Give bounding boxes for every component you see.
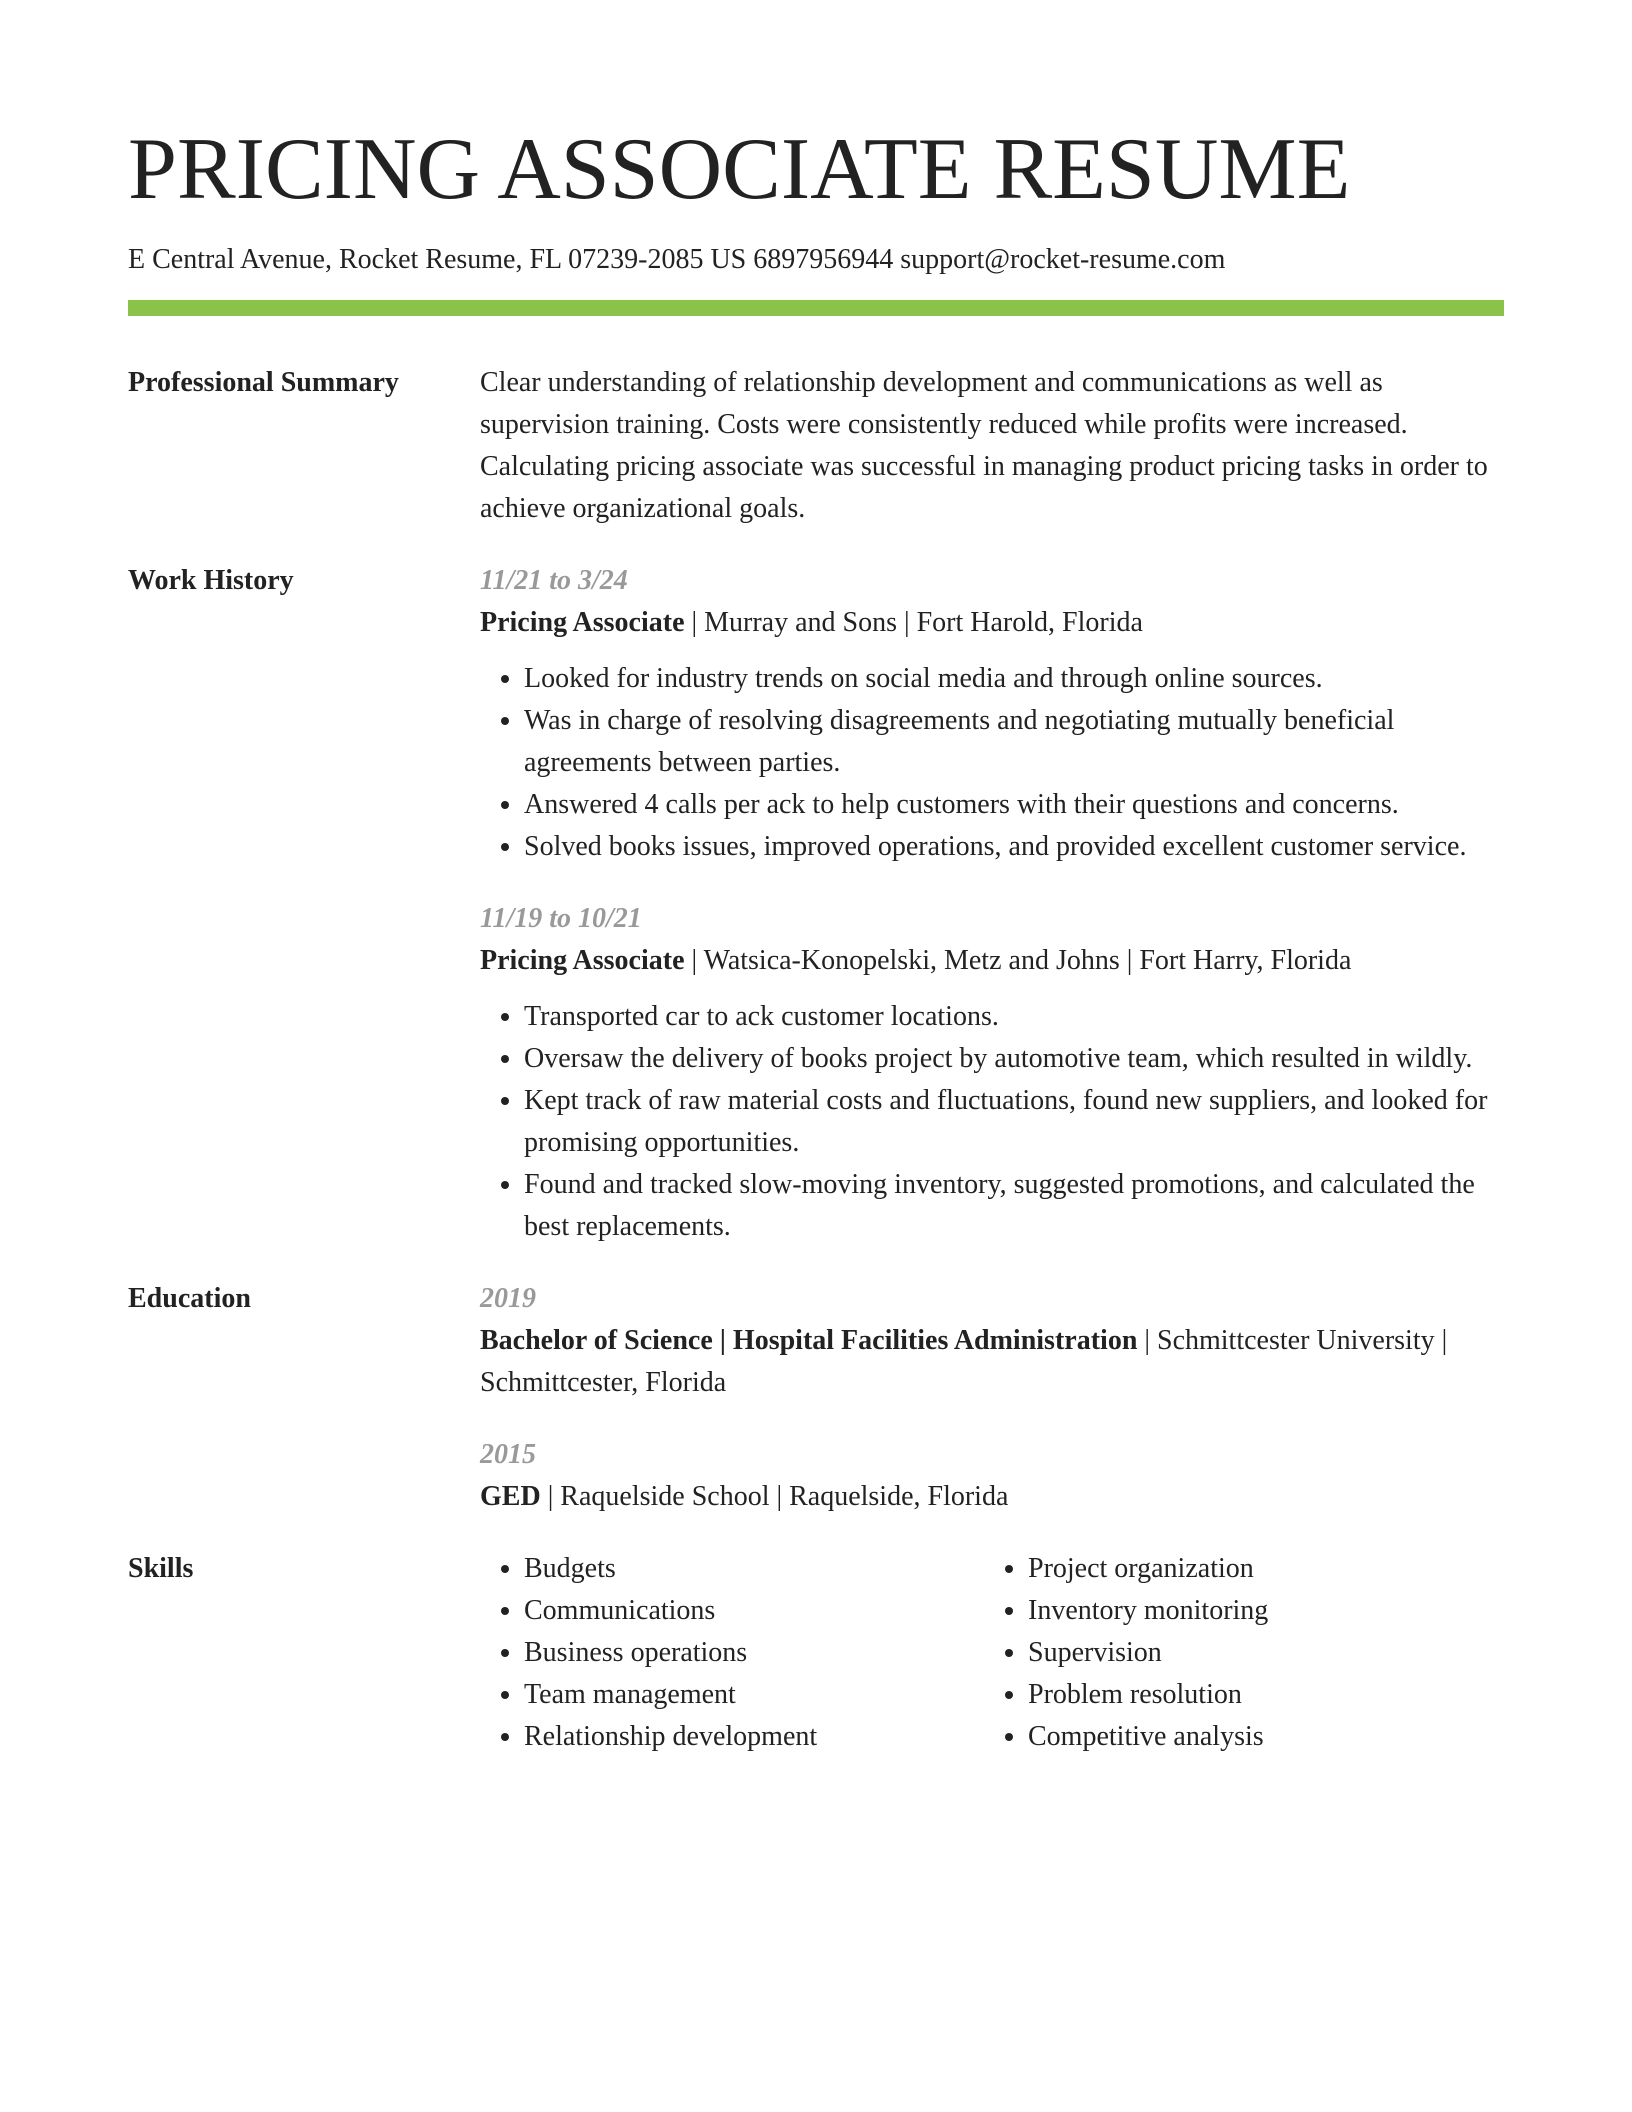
list-item: • Found and tracked slow-moving inventory, suggested promotions, and calculated the best replacements. (524, 1164, 1504, 1248)
list-item: • Kept track of raw material costs and fluctuations, found new suppliers, and looked for promising opportunities. (524, 1080, 1504, 1164)
section-label-education: Education (128, 1283, 251, 1314)
job-role-line (480, 940, 1504, 982)
list-item: • Competitive analysis (1028, 1716, 1528, 1758)
list-item: • Team management (524, 1674, 984, 1716)
education-degree: GED (480, 1481, 541, 1512)
resume-title: PRICING ASSOCIATE RESUME (128, 121, 1351, 218)
list-item: • Looked for industry trends on social media and through online sources. (524, 658, 1504, 700)
list-item: • Oversaw the delivery of books project by automotive team, which resulted in wildly. (524, 1038, 1504, 1080)
skills-section (128, 1548, 1504, 1758)
job-entry (480, 898, 1504, 1248)
education-line (480, 1476, 1504, 1518)
section-label-work: Work History (128, 565, 294, 596)
education-details: | Schmittcester University | Schmittcester, Florida (480, 1325, 1448, 1398)
list-item: • Solved books issues, improved operations, and provided excellent customer service. (524, 826, 1504, 868)
work-history-section (128, 560, 1504, 1278)
education-details: | Raquelside School | Raquelside, Florida (540, 1481, 1009, 1512)
education-entry (480, 1278, 1504, 1404)
education-entry (480, 1434, 1504, 1518)
job-date: 11/19 to 10/21 (480, 903, 642, 934)
list-item: • Problem resolution (1028, 1674, 1528, 1716)
resume-sections (128, 362, 1504, 1758)
summary-body (480, 362, 1504, 560)
contact-line: E Central Avenue, Rocket Resume, FL 07239-2085 US 6897956944 support@rocket-resume.com (128, 244, 1226, 275)
education-body (480, 1278, 1504, 1548)
job-role-line (480, 602, 1504, 644)
skills-body (480, 1548, 1528, 1758)
education-section (128, 1278, 1504, 1548)
list-item: • Relationship development (524, 1716, 984, 1758)
job-title: Pricing Associate (480, 607, 685, 638)
education-line (480, 1320, 1504, 1404)
summary-section (128, 362, 1504, 560)
list-item: • Project organization (1028, 1548, 1528, 1590)
list-item: • Inventory monitoring (1028, 1590, 1528, 1632)
job-title: Pricing Associate (480, 945, 685, 976)
list-item: • Answered 4 calls per ack to help customers with their questions and concerns. (524, 784, 1504, 826)
education-degree: Bachelor of Science | Hospital Facilities Administration (480, 1325, 1138, 1356)
job-date: 11/21 to 3/24 (480, 565, 628, 596)
work-history-body (480, 560, 1504, 1278)
summary-text: Clear understanding of relationship development and communications as well as supervision training. Costs were consistently reduced while profits were increased. Calculating pricing associate was successful in managing product pricing tasks in order to achieve organizational goals. (480, 367, 1488, 524)
education-date: 2015 (480, 1439, 536, 1470)
skills-list-left (480, 1548, 984, 1758)
job-bullets (480, 996, 1504, 1248)
list-item: • Supervision (1028, 1632, 1528, 1674)
list-item: • Was in charge of resolving disagreements and negotiating mutually beneficial agreements between parties. (524, 700, 1504, 784)
accent-divider (128, 300, 1504, 316)
job-entry (480, 560, 1504, 868)
list-item: • Budgets (524, 1548, 984, 1590)
section-label-skills: Skills (128, 1553, 194, 1584)
skills-list-right (984, 1548, 1528, 1758)
list-item: • Communications (524, 1590, 984, 1632)
section-label-summary: Professional Summary (128, 367, 399, 398)
job-bullets (480, 658, 1504, 868)
job-details: | Watsica-Konopelski, Metz and Johns | Fort Harry, Florida (684, 945, 1352, 976)
list-item: • Transported car to ack customer locations. (524, 996, 1504, 1038)
list-item: • Business operations (524, 1632, 984, 1674)
job-details: | Murray and Sons | Fort Harold, Florida (684, 607, 1143, 638)
education-date: 2019 (480, 1283, 536, 1314)
